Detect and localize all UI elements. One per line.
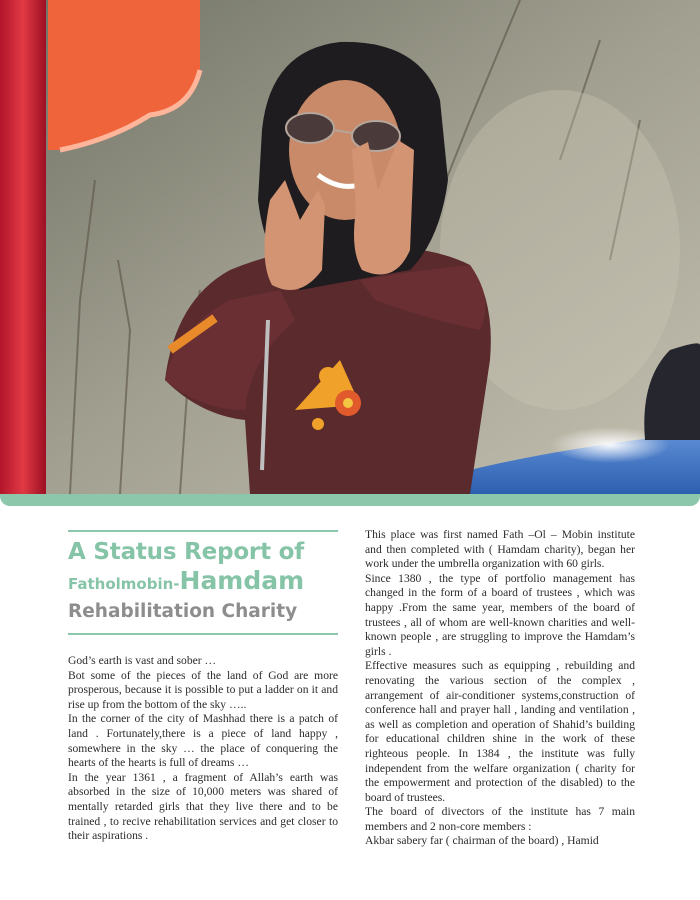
title-line-2-big: Hamdam [179,566,305,595]
title-line-2-small: Fatholmobin- [68,575,180,593]
article-title [68,532,338,633]
paragraph: Akbar sabery far ( chairman of the board) , Hamid [365,834,599,848]
title-line-3: Rehabilitation Charity [68,601,298,622]
left-column-text [68,654,338,844]
paragraph: The board of divectors of the institute has 7 main members and 2 non-core members : [365,805,635,833]
paragraph: In the year 1361 , a fragment of Allah’s earth was absorbed in the size of 10,000 meters was shared of mentally retarded girls that they live there and to be trained , to recive rehabilitation services and get closer to their aspirations . [68,770,338,843]
accent-band [0,494,700,506]
title-line-2 [68,566,338,599]
paragraph: In the corner of the city of Mashhad there is a patch of land . Fortunately,there is a piece of land happy , somewhere in the sky … the place of conquering the hearts of the hearts is full of dreams … [68,712,338,770]
paragraph: Effective measures such as equipping , rebuilding and renovating the various section of the complex , arrangement of air-conditioner systems,construction of conference hall and prayer hall , landing and ventilation , as well as completion and operation of Shahid’s building for educational children shine in the work of these righteous people. In 1384 , the institute was fully independent from the welfare organization ( charity for the empowerment and protection of the disabled) to the board of trustees. [365,659,635,804]
paragraph: This place was first named Fath –Ol – Mobin institute and then completed with ( Hamdam charity), began her work under the umbrella organization with 60 girls. [365,528,635,571]
right-column-text [365,528,635,849]
paragraph: Bot some of the pieces of the land of God are more prosperous, because it is possible to put a ladder on it and rise up from the bottom of the sky ….. [68,668,338,711]
paragraph: Since 1380 , the type of portfolio management has changed in the form of a board of trustees , which was happy .From the same year, members of the board of trustees , all of whom are well-known charities and well-known people , are struggling to improve the Hamdam’s girls . [365,571,635,658]
title-section [68,530,338,635]
title-bottom-rule [68,633,338,635]
paragraph: God’s earth is vast and sober … [68,654,217,667]
title-line-1: A Status Report of [68,539,305,565]
